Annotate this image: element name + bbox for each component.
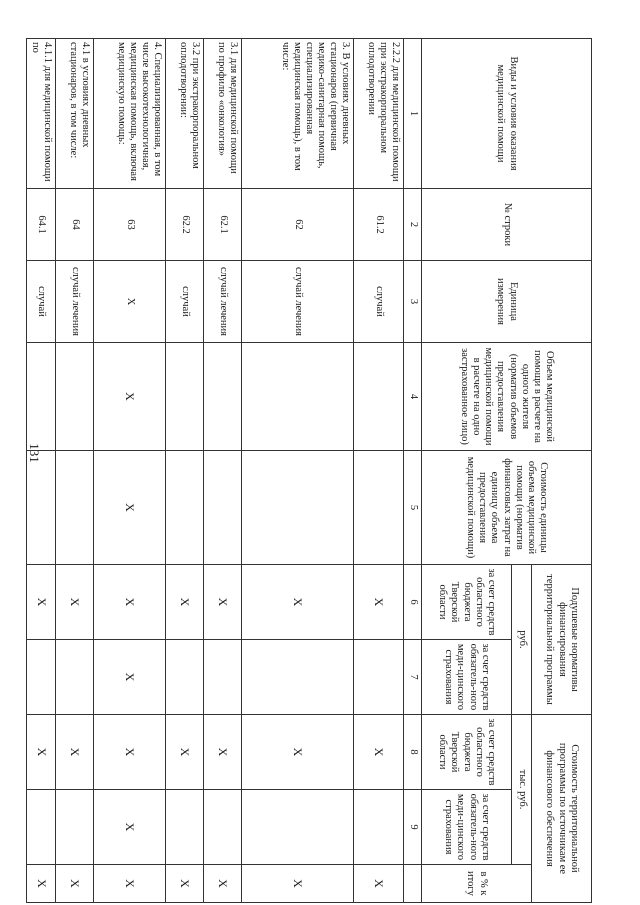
row-number: 63: [94, 189, 166, 261]
row-percent: X: [56, 865, 94, 903]
header-unit: Единица измерения: [422, 261, 592, 343]
row-total-budget: X: [56, 715, 94, 790]
row-norm-budget: X: [26, 565, 55, 640]
row-norm-oms: X: [94, 640, 166, 715]
row-unit: случай лечения: [56, 261, 94, 343]
table-row: [26, 39, 55, 903]
row-volume: [204, 343, 242, 451]
row-cost: [166, 451, 204, 565]
row-cost: [242, 451, 354, 565]
row-norm-budget: X: [94, 565, 166, 640]
row-total-oms: X: [94, 790, 166, 865]
row-norm-oms: [26, 640, 55, 715]
row-unit: случай: [354, 261, 404, 343]
row-norm-oms: [242, 640, 354, 715]
header-program-cost: Стоимость территориальной программы по источникам ее финансового обеспечения: [532, 715, 592, 903]
col-number-blank: [404, 865, 422, 903]
financing-table: [26, 38, 592, 903]
row-norm-budget: X: [56, 565, 94, 640]
row-norm-budget: X: [166, 565, 204, 640]
row-total-oms: [242, 790, 354, 865]
col-number: 3: [404, 261, 422, 343]
page-number: 131: [27, 443, 42, 463]
header-cost: Стоимость единицы объема медицинской помощи (норматив финансовых затрат на единицу объема предоставления медицинской помощи): [422, 451, 592, 565]
row-unit: X: [94, 261, 166, 343]
row-cost: X: [94, 451, 166, 565]
row-volume: [166, 343, 204, 451]
col-number: 2: [404, 189, 422, 261]
col-number: 1: [404, 39, 422, 189]
row-total-oms: [26, 790, 55, 865]
row-percent: X: [242, 865, 354, 903]
table-row: [242, 39, 354, 903]
row-label: 3.2 при экстракорпоральном оплодотворении:: [166, 39, 204, 189]
row-norm-oms: [354, 640, 404, 715]
row-percent: X: [26, 865, 55, 903]
table-row: [94, 39, 166, 903]
header-row-number: № строки: [422, 189, 592, 261]
row-volume: [242, 343, 354, 451]
row-percent: X: [94, 865, 166, 903]
row-norm-budget: X: [242, 565, 354, 640]
row-total-oms: [354, 790, 404, 865]
header-total-oms: за счет средств обязатель-ного меди-цинского страхования: [422, 790, 512, 865]
col-number: 6: [404, 565, 422, 640]
row-volume: [354, 343, 404, 451]
header-type: Виды и условия оказания медицинской помощи: [422, 39, 592, 189]
row-label: 3. В условиях дневных стационаров (первичная медико-санитарная помощь, специализированная медицинская помощь), в том числе:: [242, 39, 354, 189]
row-total-budget: X: [94, 715, 166, 790]
row-total-oms: [56, 790, 94, 865]
col-number: 9: [404, 790, 422, 865]
header-volume: Объем медицинской помощи в расчете на одного жителя (норматив объемов предоставления медицинской помощи в расчете на одно застрахованное лицо): [422, 343, 592, 451]
table-row: [354, 39, 404, 903]
row-total-budget: X: [242, 715, 354, 790]
header-norm-budget: за счет средств областного бюджета Тверской области: [422, 565, 512, 640]
header-total-unit: тыс. руб.: [512, 715, 532, 865]
row-norm-oms: [56, 640, 94, 715]
row-norm-budget: X: [204, 565, 242, 640]
header-per-capita-norms: Подушевые нормативы финансирования территориальной программы: [532, 565, 592, 715]
header-total-budget: за счет средств областного бюджета Тверской области: [422, 715, 512, 790]
header-norm-oms: за счет средств обязатель-ного меди-цинского страхования: [422, 640, 512, 715]
col-number: 8: [404, 715, 422, 790]
row-volume: [56, 343, 94, 451]
row-number: 61.2: [354, 189, 404, 261]
table-row: [204, 39, 242, 903]
row-cost: [56, 451, 94, 565]
row-total-budget: X: [26, 715, 55, 790]
row-total-oms: [204, 790, 242, 865]
row-number: 64.1: [26, 189, 55, 261]
header-norm-unit: руб.: [512, 565, 532, 715]
row-unit: случай лечения: [242, 261, 354, 343]
row-norm-budget: X: [354, 565, 404, 640]
row-unit: случай лечения: [204, 261, 242, 343]
row-cost: [26, 451, 55, 565]
row-norm-oms: [166, 640, 204, 715]
row-percent: X: [166, 865, 204, 903]
row-label: 4.1 в условиях дневных стационаров, в том числе:: [56, 39, 94, 189]
row-label: 4. Специализированная, в том числе высокотехнологичная, медицинская помощь, включая медицинскую помощь:: [94, 39, 166, 189]
row-volume: [26, 343, 55, 451]
table-row: [166, 39, 204, 903]
row-total-oms: [166, 790, 204, 865]
column-number-row: [404, 39, 422, 903]
table-row: [56, 39, 94, 903]
row-total-budget: X: [354, 715, 404, 790]
row-percent: X: [204, 865, 242, 903]
row-label: 4.1.1 для медицинской помощи по: [26, 39, 55, 189]
row-number: 62: [242, 189, 354, 261]
row-percent: X: [354, 865, 404, 903]
row-number: 62.2: [166, 189, 204, 261]
col-number: 4: [404, 343, 422, 451]
row-cost: [204, 451, 242, 565]
row-number: 62.1: [204, 189, 242, 261]
row-cost: [354, 451, 404, 565]
row-label: 2.2.2 для медицинской помощи при экстракорпоральном оплодотворении: [354, 39, 404, 189]
row-total-budget: X: [166, 715, 204, 790]
row-total-budget: X: [204, 715, 242, 790]
col-number: 7: [404, 640, 422, 715]
row-volume: X: [94, 343, 166, 451]
row-unit: случай: [166, 261, 204, 343]
row-label: 3.1 для медицинской помощи по профилю «онкология»: [204, 39, 242, 189]
header-percent: в % к итогу: [422, 865, 532, 903]
row-norm-oms: [204, 640, 242, 715]
row-unit: случай: [26, 261, 55, 343]
row-number: 64: [56, 189, 94, 261]
col-number: 5: [404, 451, 422, 565]
